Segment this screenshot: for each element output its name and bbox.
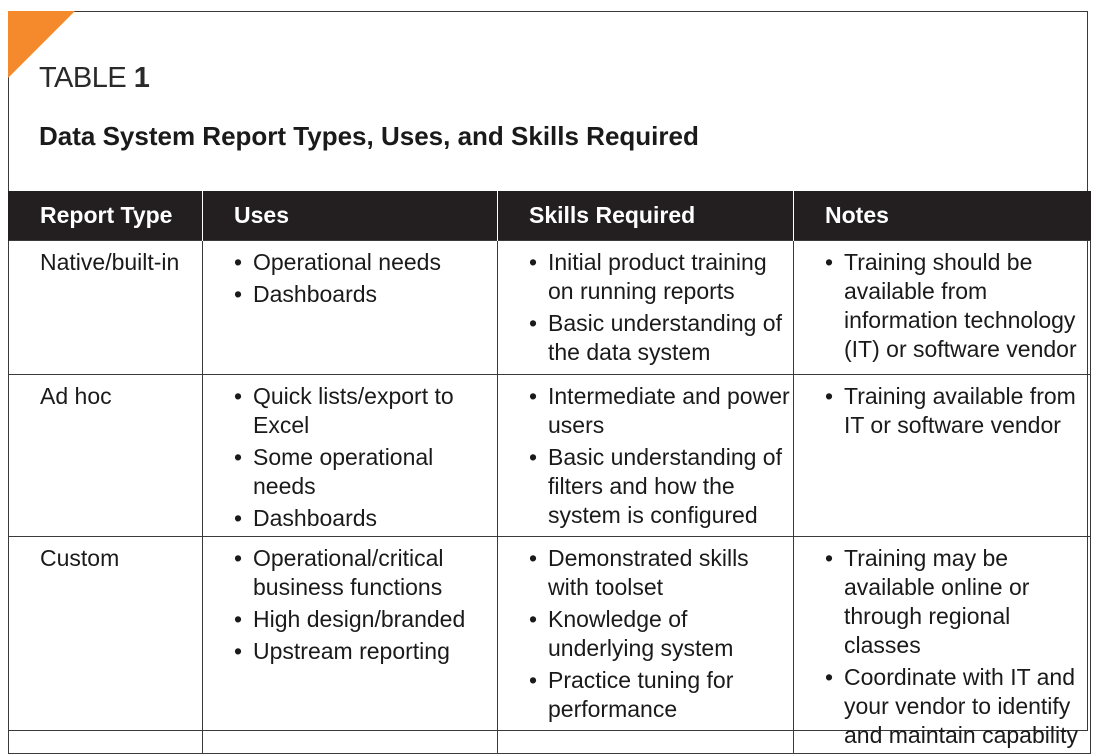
report-type-cell: Ad hoc [9,374,203,536]
notes-list [825,544,1090,750]
list-item: • Coordinate with IT and your vendor to identify and maintain capability [825,663,1090,750]
header-row [9,191,1091,240]
report-types-table [8,191,1091,754]
table-row [9,240,1091,374]
table-title: Data System Report Types, Uses, and Skills Required [39,121,699,151]
skills-list [529,382,793,530]
report-type-cell: Native/built-in [9,240,203,374]
skills-list [529,544,793,724]
list-item: • Operational/critical business functions [234,544,497,602]
skills-cell [498,536,794,753]
table-label-number: 1 [133,62,150,94]
list-item: • Some operational needs [234,443,497,501]
column-header-notes: Notes [794,191,1091,240]
table-row [9,536,1091,753]
list-item: • Demonstrated skills with toolset [529,544,793,602]
skills-cell [498,374,794,536]
table-label [39,62,149,95]
uses-cell [203,240,498,374]
uses-list [234,544,497,666]
notes-cell [794,240,1091,374]
list-item: • Upstream reporting [234,637,497,666]
report-type-cell: Custom [9,536,203,753]
column-header-uses: Uses [203,191,498,240]
notes-list [825,248,1090,364]
list-item: • Intermediate and power users [529,382,793,440]
notes-cell [794,374,1091,536]
uses-list [234,248,497,309]
list-item: • Basic understanding of the data system [529,309,793,367]
list-item: • Training should be available from information technology (IT) or software vendor [825,248,1090,364]
list-item: • Initial product training on running reports [529,248,793,306]
notes-list [825,382,1090,440]
list-item: • Basic understanding of filters and how the system is configured [529,443,793,530]
column-header-skills-required: Skills Required [498,191,794,240]
column-header-report-type: Report Type [9,191,203,240]
list-item: • Knowledge of underlying system [529,605,793,663]
list-item: • Operational needs [234,248,497,277]
list-item: • Dashboards [234,504,497,533]
skills-list [529,248,793,367]
notes-cell [794,536,1091,753]
uses-cell [203,536,498,753]
list-item: • Training available from IT or software vendor [825,382,1090,440]
list-item: • Quick lists/export to Excel [234,382,497,440]
table-row [9,374,1091,536]
uses-cell [203,374,498,536]
list-item: • High design/branded [234,605,497,634]
skills-cell [498,240,794,374]
uses-list [234,382,497,533]
list-item: • Practice tuning for performance [529,666,793,724]
table-label-prefix: TABLE [39,62,127,94]
list-item: • Dashboards [234,280,497,309]
list-item: • Training may be available online or through regional classes [825,544,1090,660]
